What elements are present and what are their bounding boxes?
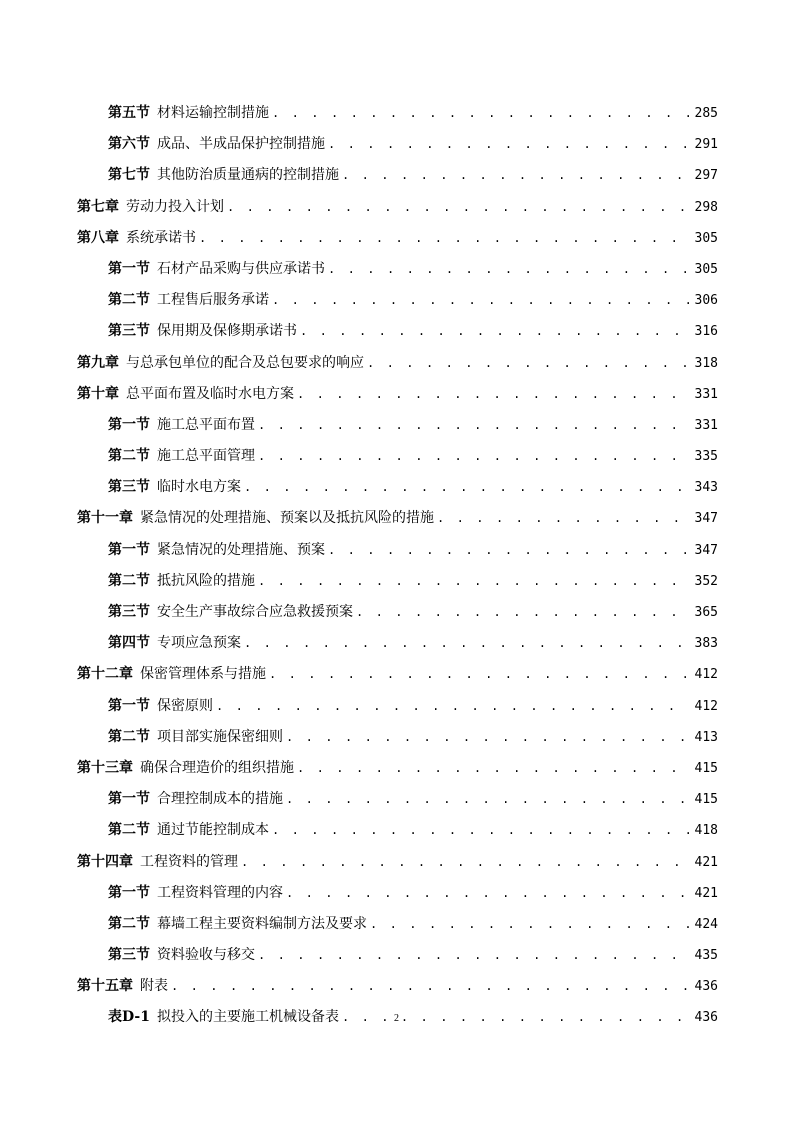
- toc-entry-number: 第一节: [108, 416, 150, 433]
- toc-chapter-entry[interactable]: [77, 971, 718, 1002]
- toc-entry-number: 第二节: [108, 572, 150, 589]
- toc-section-entry[interactable]: [77, 316, 718, 347]
- toc-section-entry[interactable]: [77, 940, 718, 971]
- toc-entry-title: 工程资料的管理: [140, 853, 238, 870]
- toc-chapter-entry[interactable]: [77, 847, 718, 878]
- toc-page-number: 436: [694, 979, 718, 995]
- toc-leader-dots: [328, 254, 690, 285]
- toc-entry-label: [108, 98, 269, 129]
- toc-entry-label: [108, 784, 283, 815]
- toc-entry-label: [108, 597, 353, 628]
- toc-section-entry[interactable]: [77, 597, 718, 628]
- toc-entry-number: 第一节: [108, 884, 150, 901]
- toc-entry-label: [108, 316, 297, 347]
- toc-entry-number: 第九章: [77, 354, 119, 371]
- toc-leader-dots: [297, 379, 690, 410]
- toc-entry-label: [108, 628, 241, 659]
- toc-entry-label: [108, 878, 283, 909]
- toc-entry-title: 紧急情况的处理措施、预案: [157, 541, 325, 558]
- toc-entry-title: 项目部实施保密细则: [157, 728, 283, 745]
- toc-leader-dots: [286, 722, 690, 753]
- toc-entry-number: 第六节: [108, 136, 150, 153]
- toc-section-entry[interactable]: [77, 628, 718, 659]
- toc-entry-number: 第七章: [77, 198, 119, 215]
- toc-entry-title: 系统承诺书: [126, 229, 196, 246]
- toc-page-number: 421: [694, 854, 718, 870]
- toc-section-entry[interactable]: [77, 909, 718, 940]
- toc-page-number: 316: [694, 324, 718, 340]
- toc-section-entry[interactable]: [77, 160, 718, 191]
- page-number: 2: [394, 1013, 399, 1024]
- toc-entry-number: 第十三章: [77, 759, 133, 776]
- toc-entry-label: [108, 160, 339, 191]
- toc-leader-dots: [272, 98, 690, 129]
- toc-chapter-entry[interactable]: [77, 659, 718, 690]
- toc-entry-title: 总平面布置及临时水电方案: [126, 385, 294, 402]
- toc-page-number: 415: [694, 760, 718, 776]
- toc-entry-title: 施工总平面布置: [157, 416, 255, 433]
- toc-leader-dots: [258, 566, 690, 597]
- toc-leader-dots: [244, 628, 690, 659]
- table-of-contents: [77, 98, 718, 1034]
- toc-entry-label: [108, 909, 367, 940]
- toc-leader-dots: [199, 223, 690, 254]
- toc-leader-dots: [356, 597, 690, 628]
- toc-entry-title: 保密原则: [157, 697, 213, 714]
- toc-leader-dots: [342, 160, 690, 191]
- toc-entry-title: 安全生产事故综合应急救援预案: [157, 604, 353, 620]
- toc-entry-label: [108, 285, 269, 316]
- toc-entry-label: [77, 659, 266, 690]
- toc-page-number: 435: [694, 948, 718, 964]
- toc-entry-title: 合理控制成本的措施: [157, 791, 283, 808]
- toc-entry-title: 保密管理体系与措施: [140, 666, 266, 683]
- toc-entry-number: 第八章: [77, 229, 119, 246]
- toc-entry-label: [108, 940, 255, 971]
- toc-entry-number: 第十一章: [77, 510, 133, 527]
- toc-leader-dots: [437, 503, 690, 534]
- toc-entry-title: 拟投入的主要施工机械设备表: [156, 1009, 339, 1026]
- toc-section-entry[interactable]: [77, 410, 718, 441]
- toc-entry-title: 施工总平面管理: [157, 448, 255, 465]
- toc-leader-dots: [300, 316, 690, 347]
- toc-page-number: 418: [694, 823, 718, 839]
- toc-entry-number: 第二节: [108, 448, 150, 465]
- toc-leader-dots: [216, 691, 690, 722]
- toc-entry-label: [77, 971, 168, 1002]
- toc-section-entry[interactable]: [77, 566, 718, 597]
- toc-entry-number: 第二节: [108, 728, 150, 745]
- toc-leader-dots: [328, 535, 690, 566]
- toc-entry-title: 与总承包单位的配合及总包要求的响应: [126, 354, 364, 371]
- toc-entry-number: 第三节: [108, 947, 150, 964]
- toc-entry-label: [108, 472, 241, 503]
- toc-section-entry[interactable]: [77, 254, 718, 285]
- toc-entry-label: [108, 566, 255, 597]
- toc-page-number: 331: [694, 417, 718, 433]
- toc-entry-number: 第十四章: [77, 853, 133, 870]
- toc-entry-number: 第七节: [108, 167, 150, 184]
- toc-entry-title: 成品、半成品保护控制措施: [157, 136, 325, 153]
- toc-page-number: 305: [694, 261, 718, 277]
- toc-entry-label: [77, 847, 238, 878]
- toc-entry-label: [77, 379, 294, 410]
- toc-chapter-entry[interactable]: [77, 753, 718, 784]
- toc-entry-number: 第二节: [108, 915, 150, 932]
- toc-page-number: 383: [694, 636, 718, 652]
- toc-page-number: 285: [694, 106, 718, 121]
- toc-leader-dots: [269, 659, 690, 690]
- toc-page-number: 298: [694, 199, 718, 215]
- toc-chapter-entry[interactable]: [77, 223, 718, 254]
- toc-entry-title: 石材产品采购与供应承诺书: [157, 260, 325, 277]
- toc-entry-number: 第十章: [77, 385, 119, 402]
- toc-section-entry[interactable]: [77, 815, 718, 846]
- toc-entry-number: 第三节: [108, 604, 150, 620]
- toc-entry-number: 第五节: [108, 105, 150, 121]
- toc-page-number: 291: [694, 137, 718, 153]
- toc-leader-dots: [367, 348, 690, 379]
- toc-leader-dots: [258, 410, 690, 441]
- toc-leader-dots: [272, 815, 690, 846]
- toc-entry-title: 临时水电方案: [157, 479, 241, 496]
- toc-page-number: 347: [694, 511, 718, 527]
- toc-page-number: 412: [694, 698, 718, 714]
- toc-entry-title: 其他防治质量通病的控制措施: [157, 167, 339, 184]
- toc-entry-number: 第四节: [108, 635, 150, 652]
- toc-chapter-entry[interactable]: [77, 379, 718, 410]
- toc-entry-title: 附表: [140, 978, 168, 995]
- toc-entry-title: 幕墙工程主要资料编制方法及要求: [157, 915, 367, 932]
- toc-leader-dots: [227, 192, 690, 223]
- toc-page-number: 335: [694, 449, 718, 465]
- toc-page-number: 415: [694, 792, 718, 808]
- toc-chapter-entry[interactable]: [77, 503, 718, 534]
- toc-page-number: 352: [694, 573, 718, 589]
- toc-entry-title: 保用期及保修期承诺书: [157, 323, 297, 340]
- toc-page-number: 347: [694, 542, 718, 558]
- toc-chapter-entry[interactable]: [77, 348, 718, 379]
- toc-section-entry[interactable]: [77, 472, 718, 503]
- toc-entry-label: [108, 815, 269, 846]
- toc-entry-title: 专项应急预案: [157, 635, 241, 652]
- toc-entry-label: [108, 410, 255, 441]
- toc-page-number: 436: [694, 1010, 718, 1026]
- toc-section-entry[interactable]: [77, 441, 718, 472]
- toc-entry-title: 劳动力投入计划: [126, 198, 224, 215]
- toc-page-number: 343: [694, 480, 718, 496]
- toc-leader-dots: [171, 971, 690, 1002]
- toc-entry-title: 抵抗风险的措施: [157, 572, 255, 589]
- toc-entry-number: 第一节: [108, 260, 150, 277]
- toc-leader-dots: [244, 472, 690, 503]
- toc-page-number: 331: [694, 386, 718, 402]
- toc-entry-number: 第二节: [108, 292, 150, 309]
- toc-entry-title: 确保合理造价的组织措施: [140, 759, 294, 776]
- toc-chapter-entry[interactable]: [77, 192, 718, 223]
- toc-leader-dots: [258, 441, 690, 472]
- toc-entry-label: [108, 441, 255, 472]
- toc-leader-dots: [258, 940, 690, 971]
- toc-entry-number: 第二节: [108, 822, 150, 839]
- toc-page-number: 318: [694, 355, 718, 371]
- toc-entry-label: [108, 254, 325, 285]
- toc-entry-label: [77, 753, 294, 784]
- toc-leader-dots: [286, 878, 690, 909]
- toc-page-number: 305: [694, 230, 718, 246]
- toc-entry-number: 第一节: [108, 791, 150, 808]
- toc-leader-dots: [241, 847, 690, 878]
- toc-page-number: 412: [694, 667, 718, 683]
- toc-entry-number: 第三节: [108, 479, 150, 496]
- toc-section-entry[interactable]: [77, 722, 718, 753]
- toc-leader-dots: [286, 784, 690, 815]
- toc-entry-label: [108, 722, 283, 753]
- toc-section-entry[interactable]: [77, 285, 718, 316]
- toc-leader-dots: [272, 285, 690, 316]
- toc-leader-dots: [297, 753, 690, 784]
- toc-section-entry[interactable]: [77, 98, 718, 129]
- toc-entry-label: [77, 192, 224, 223]
- toc-entry-title: 紧急情况的处理措施、预案以及抵抗风险的措施: [140, 510, 434, 527]
- toc-page-number: 413: [694, 729, 718, 745]
- toc-entry-label: [77, 223, 196, 254]
- toc-entry-label: [77, 348, 364, 379]
- toc-leader-dots: [328, 129, 690, 160]
- toc-entry-title: 资料验收与移交: [157, 947, 255, 964]
- toc-entry-number: 第三节: [108, 323, 150, 340]
- toc-section-entry[interactable]: [77, 691, 718, 722]
- toc-section-entry[interactable]: [77, 878, 718, 909]
- toc-entry-label: [108, 535, 325, 566]
- toc-page-number: 297: [694, 168, 718, 184]
- toc-entry-title: 工程资料管理的内容: [157, 884, 283, 901]
- toc-page-number: 421: [694, 885, 718, 901]
- toc-entry-number: 第十二章: [77, 666, 133, 683]
- toc-page-number: 306: [694, 293, 718, 309]
- toc-entry-number: 第十五章: [77, 978, 133, 995]
- toc-entry-number: 第一节: [108, 697, 150, 714]
- toc-entry-label: [77, 503, 434, 534]
- toc-section-entry[interactable]: [77, 129, 718, 160]
- toc-entry-number: 表D-1: [108, 1009, 150, 1026]
- toc-page-number: 424: [694, 916, 718, 932]
- toc-entry-title: 通过节能控制成本: [157, 822, 269, 839]
- toc-page-number: 365: [694, 605, 718, 620]
- toc-leader-dots: [370, 909, 690, 940]
- toc-entry-label: [108, 691, 213, 722]
- toc-entry-title: 材料运输控制措施: [157, 105, 269, 121]
- toc-section-entry[interactable]: [77, 535, 718, 566]
- toc-entry-number: 第一节: [108, 541, 150, 558]
- toc-section-entry[interactable]: [77, 784, 718, 815]
- toc-entry-label: [108, 129, 325, 160]
- toc-entry-title: 工程售后服务承诺: [157, 292, 269, 309]
